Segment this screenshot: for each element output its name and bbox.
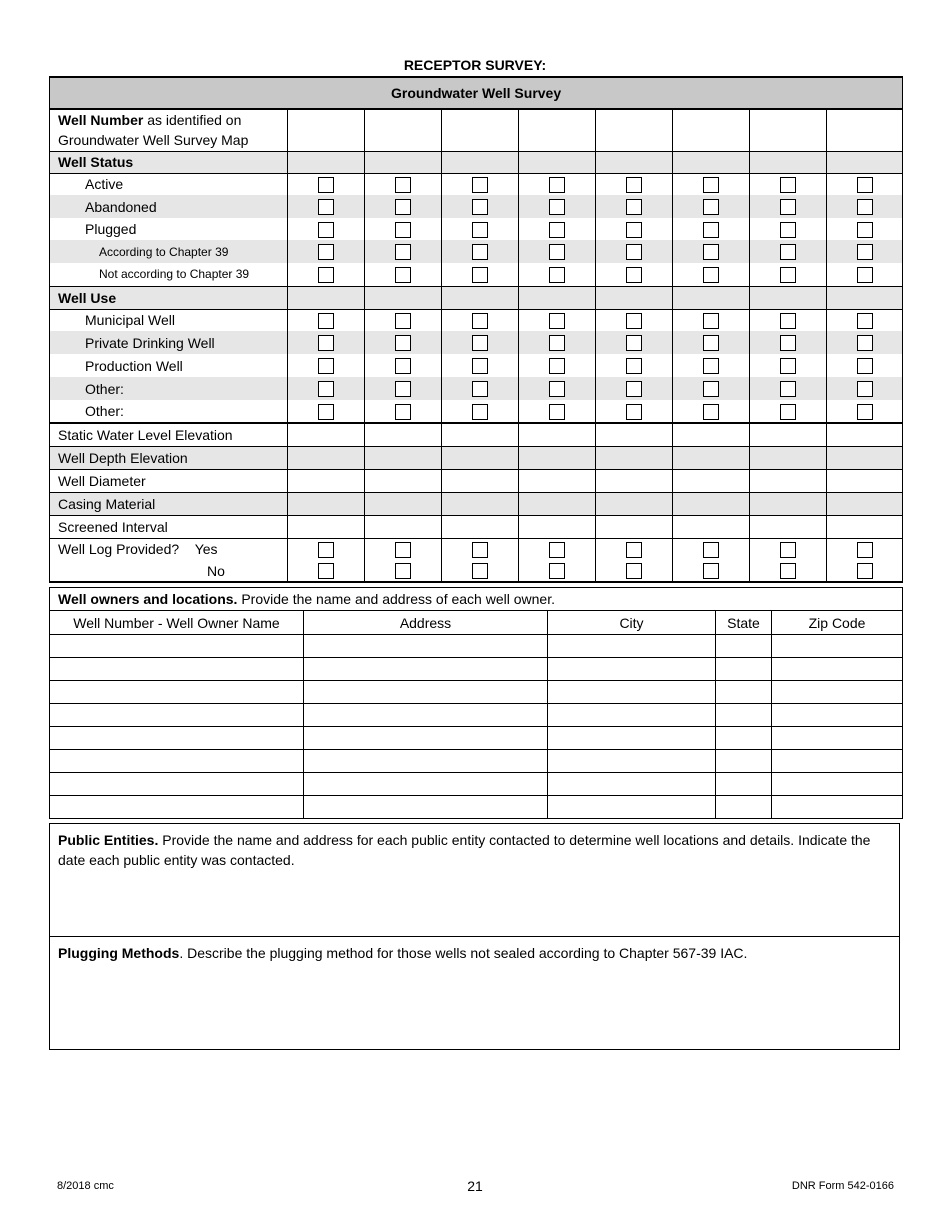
screened-interval-cell[interactable] (750, 515, 827, 538)
well-log-no-checkbox[interactable] (857, 563, 873, 579)
status-not-according-to-chapter-39-checkbox[interactable] (626, 267, 642, 283)
well-depth-elevation-cell[interactable] (442, 446, 519, 469)
well-log-label: Well Log Provided? Yes (50, 538, 288, 560)
status-not-according-to-chapter-39-checkbox[interactable] (472, 267, 488, 283)
static-water-level-cell[interactable] (827, 423, 903, 446)
status-active-checkbox[interactable] (857, 177, 873, 193)
use-other-2-checkbox[interactable] (549, 404, 565, 420)
owner-row (50, 796, 903, 819)
screened-interval-cell[interactable] (673, 515, 750, 538)
status-active-checkbox[interactable] (318, 177, 334, 193)
owner-cell[interactable] (772, 773, 903, 796)
status-not-according-to-chapter-39-checkbox[interactable] (780, 267, 796, 283)
status-according-to-chapter-39-label: According to Chapter 39 (50, 240, 288, 263)
owner-cell[interactable] (716, 727, 772, 750)
well-diameter-cell[interactable] (750, 469, 827, 492)
well-diameter-cell[interactable] (596, 469, 673, 492)
footer-date: 8/2018 cmc (57, 1180, 114, 1192)
owner-cell[interactable] (772, 727, 903, 750)
well-diameter-cell[interactable] (673, 469, 750, 492)
well-log-yes-checkbox[interactable] (703, 542, 719, 558)
well-log-yes-checkbox[interactable] (472, 542, 488, 558)
well-owners-heading: Well owners and locations. Provide the name and address of each well owner. (50, 588, 903, 611)
owner-cell[interactable] (304, 681, 548, 704)
status-plugged-checkbox[interactable] (472, 222, 488, 238)
well-number-label: Well Number as identified on Groundwater Well Survey Map (50, 109, 288, 151)
well-number-cell[interactable] (519, 109, 596, 151)
status-active-checkbox[interactable] (549, 177, 565, 193)
use-production-well-label: Production Well (50, 354, 288, 377)
status-abandoned-label: Abandoned (50, 195, 288, 218)
owner-cell[interactable] (50, 635, 304, 658)
owners-column-header: Address (304, 611, 548, 635)
owners-column-header: State (716, 611, 772, 635)
use-production-well-checkbox[interactable] (626, 358, 642, 374)
use-private-drinking-well-checkbox[interactable] (395, 335, 411, 351)
use-municipal-well-checkbox[interactable] (703, 313, 719, 329)
status-plugged-checkbox[interactable] (626, 222, 642, 238)
owner-cell[interactable] (548, 796, 716, 819)
owner-cell[interactable] (50, 658, 304, 681)
well-log-yes-checkbox[interactable] (395, 542, 411, 558)
well-depth-elevation-label: Well Depth Elevation (50, 446, 288, 469)
use-production-well-checkbox[interactable] (395, 358, 411, 374)
status-not-according-to-chapter-39-checkbox[interactable] (549, 267, 565, 283)
public-entities-section[interactable] (49, 823, 900, 937)
status-active-label: Active (50, 173, 288, 195)
use-private-drinking-well-checkbox[interactable] (626, 335, 642, 351)
use-private-drinking-well-label: Private Drinking Well (50, 331, 288, 354)
page-number: 21 (467, 1178, 483, 1194)
status-plugged-checkbox[interactable] (703, 222, 719, 238)
well-owners-table (49, 587, 903, 819)
use-production-well-checkbox[interactable] (780, 358, 796, 374)
well-log-yes-checkbox[interactable] (626, 542, 642, 558)
form-number: DNR Form 542-0166 (791, 1180, 894, 1192)
well-log-no-checkbox[interactable] (395, 563, 411, 579)
status-according-to-chapter-39-checkbox[interactable] (626, 244, 642, 260)
well-status-label: Well Status (50, 151, 288, 173)
owner-cell[interactable] (716, 796, 772, 819)
static-water-level-cell[interactable] (365, 423, 442, 446)
status-active-checkbox[interactable] (472, 177, 488, 193)
owner-cell[interactable] (50, 750, 304, 773)
groundwater-well-survey-table (49, 76, 903, 583)
owner-row (50, 658, 903, 681)
use-other-2-checkbox[interactable] (626, 404, 642, 420)
use-other-1-checkbox[interactable] (703, 381, 719, 397)
status-abandoned-checkbox[interactable] (472, 199, 488, 215)
owner-cell[interactable] (50, 727, 304, 750)
use-private-drinking-well-checkbox[interactable] (703, 335, 719, 351)
owner-cell[interactable] (548, 773, 716, 796)
use-municipal-well-checkbox[interactable] (626, 313, 642, 329)
status-not-according-to-chapter-39-checkbox[interactable] (703, 267, 719, 283)
well-log-no-checkbox[interactable] (626, 563, 642, 579)
status-according-to-chapter-39-checkbox[interactable] (703, 244, 719, 260)
owner-row (50, 704, 903, 727)
status-plugged-checkbox[interactable] (857, 222, 873, 238)
status-plugged-checkbox[interactable] (395, 222, 411, 238)
owner-cell[interactable] (716, 681, 772, 704)
casing-material-cell[interactable] (673, 492, 750, 515)
use-other-1-checkbox[interactable] (626, 381, 642, 397)
status-abandoned-checkbox[interactable] (549, 199, 565, 215)
owner-row (50, 773, 903, 796)
well-diameter-label: Well Diameter (50, 469, 288, 492)
screened-interval-cell[interactable] (519, 515, 596, 538)
use-other-2-checkbox[interactable] (395, 404, 411, 420)
status-abandoned-checkbox[interactable] (395, 199, 411, 215)
well-depth-elevation-cell[interactable] (365, 446, 442, 469)
owner-row (50, 727, 903, 750)
well-number-cell[interactable] (288, 109, 365, 151)
owner-cell[interactable] (548, 681, 716, 704)
use-other-2-label: Other: (50, 400, 288, 423)
owner-cell[interactable] (548, 658, 716, 681)
use-other-1-checkbox[interactable] (857, 381, 873, 397)
well-log-no-checkbox[interactable] (472, 563, 488, 579)
status-plugged-checkbox[interactable] (780, 222, 796, 238)
well-number-cell[interactable] (750, 109, 827, 151)
owner-cell[interactable] (548, 635, 716, 658)
well-log-no-label: No (50, 560, 288, 582)
owner-cell[interactable] (772, 750, 903, 773)
use-other-1-label: Other: (50, 377, 288, 400)
owner-cell[interactable] (772, 658, 903, 681)
owner-cell[interactable] (716, 773, 772, 796)
casing-material-cell[interactable] (288, 492, 365, 515)
owner-cell[interactable] (772, 681, 903, 704)
public-entities-instructions: Provide the name and address for each public entity contacted to determine well locations and details. Indicate the date each public entity was contacted. (58, 832, 871, 868)
screened-interval-cell[interactable] (827, 515, 903, 538)
owner-cell[interactable] (772, 704, 903, 727)
use-other-2-checkbox[interactable] (472, 404, 488, 420)
well-number-cell[interactable] (365, 109, 442, 151)
use-municipal-well-label: Municipal Well (50, 309, 288, 331)
well-log-yes-checkbox[interactable] (857, 542, 873, 558)
owner-cell[interactable] (548, 750, 716, 773)
casing-material-cell[interactable] (827, 492, 903, 515)
screened-interval-cell[interactable] (365, 515, 442, 538)
screened-interval-label: Screened Interval (50, 515, 288, 538)
use-private-drinking-well-checkbox[interactable] (857, 335, 873, 351)
owner-row (50, 681, 903, 704)
use-municipal-well-checkbox[interactable] (318, 313, 334, 329)
owner-cell[interactable] (716, 635, 772, 658)
screened-interval-cell[interactable] (442, 515, 519, 538)
status-abandoned-checkbox[interactable] (318, 199, 334, 215)
status-not-according-to-chapter-39-label: Not according to Chapter 39 (50, 263, 288, 286)
well-number-cell[interactable] (596, 109, 673, 151)
use-municipal-well-checkbox[interactable] (857, 313, 873, 329)
use-municipal-well-checkbox[interactable] (395, 313, 411, 329)
well-number-cell[interactable] (673, 109, 750, 151)
plugging-methods-title: Plugging Methods (58, 945, 180, 961)
well-depth-elevation-cell[interactable] (750, 446, 827, 469)
owner-cell[interactable] (50, 796, 304, 819)
well-use-label: Well Use (50, 286, 288, 309)
static-water-level-cell[interactable] (442, 423, 519, 446)
well-log-no-checkbox[interactable] (780, 563, 796, 579)
status-abandoned-checkbox[interactable] (780, 199, 796, 215)
well-number-cell[interactable] (827, 109, 903, 151)
plugging-methods-section[interactable] (49, 936, 900, 1050)
well-depth-elevation-cell[interactable] (288, 446, 365, 469)
well-diameter-cell[interactable] (365, 469, 442, 492)
owner-cell[interactable] (304, 658, 548, 681)
casing-material-cell[interactable] (519, 492, 596, 515)
status-active-checkbox[interactable] (703, 177, 719, 193)
static-water-level-cell[interactable] (673, 423, 750, 446)
owner-cell[interactable] (50, 681, 304, 704)
owner-cell[interactable] (304, 635, 548, 658)
well-number-cell[interactable] (442, 109, 519, 151)
casing-material-cell[interactable] (596, 492, 673, 515)
use-private-drinking-well-checkbox[interactable] (472, 335, 488, 351)
status-active-checkbox[interactable] (780, 177, 796, 193)
status-according-to-chapter-39-checkbox[interactable] (857, 244, 873, 260)
well-depth-elevation-cell[interactable] (673, 446, 750, 469)
owner-cell[interactable] (772, 635, 903, 658)
status-plugged-label: Plugged (50, 218, 288, 240)
owner-cell[interactable] (772, 796, 903, 819)
status-abandoned-checkbox[interactable] (857, 199, 873, 215)
owner-cell[interactable] (304, 796, 548, 819)
well-depth-elevation-cell[interactable] (827, 446, 903, 469)
owner-cell[interactable] (716, 658, 772, 681)
use-other-2-checkbox[interactable] (857, 404, 873, 420)
owners-column-header: Zip Code (772, 611, 903, 635)
plugging-methods-instructions: . Describe the plugging method for those wells not sealed according to Chapter 567-39 IAC. (179, 945, 748, 961)
use-production-well-checkbox[interactable] (703, 358, 719, 374)
use-other-1-checkbox[interactable] (395, 381, 411, 397)
status-plugged-checkbox[interactable] (318, 222, 334, 238)
status-abandoned-checkbox[interactable] (626, 199, 642, 215)
status-not-according-to-chapter-39-checkbox[interactable] (318, 267, 334, 283)
well-diameter-cell[interactable] (442, 469, 519, 492)
use-other-2-checkbox[interactable] (780, 404, 796, 420)
status-according-to-chapter-39-checkbox[interactable] (549, 244, 565, 260)
owners-column-header: City (548, 611, 716, 635)
status-according-to-chapter-39-checkbox[interactable] (472, 244, 488, 260)
use-municipal-well-checkbox[interactable] (780, 313, 796, 329)
casing-material-cell[interactable] (750, 492, 827, 515)
public-entities-title: Public Entities. (58, 832, 159, 848)
well-log-no-checkbox[interactable] (549, 563, 565, 579)
use-production-well-checkbox[interactable] (472, 358, 488, 374)
owner-cell[interactable] (304, 773, 548, 796)
well-log-yes-checkbox[interactable] (549, 542, 565, 558)
static-water-level-cell[interactable] (519, 423, 596, 446)
casing-material-cell[interactable] (442, 492, 519, 515)
screened-interval-cell[interactable] (288, 515, 365, 538)
owner-cell[interactable] (716, 704, 772, 727)
well-log-yes-checkbox[interactable] (318, 542, 334, 558)
page-title: RECEPTOR SURVEY: (403, 57, 547, 73)
well-diameter-cell[interactable] (519, 469, 596, 492)
well-log-no-checkbox[interactable] (318, 563, 334, 579)
status-not-according-to-chapter-39-checkbox[interactable] (395, 267, 411, 283)
use-production-well-checkbox[interactable] (857, 358, 873, 374)
owner-cell[interactable] (548, 727, 716, 750)
use-private-drinking-well-checkbox[interactable] (549, 335, 565, 351)
owner-cell[interactable] (304, 750, 548, 773)
static-water-level-label: Static Water Level Elevation (50, 423, 288, 446)
static-water-level-cell[interactable] (288, 423, 365, 446)
use-municipal-well-checkbox[interactable] (472, 313, 488, 329)
well-depth-elevation-cell[interactable] (519, 446, 596, 469)
status-abandoned-checkbox[interactable] (703, 199, 719, 215)
screened-interval-cell[interactable] (596, 515, 673, 538)
use-other-2-checkbox[interactable] (703, 404, 719, 420)
owner-row (50, 750, 903, 773)
status-active-checkbox[interactable] (395, 177, 411, 193)
well-log-no-checkbox[interactable] (703, 563, 719, 579)
status-according-to-chapter-39-checkbox[interactable] (395, 244, 411, 260)
status-not-according-to-chapter-39-checkbox[interactable] (857, 267, 873, 283)
survey-header: Groundwater Well Survey (50, 77, 903, 109)
casing-material-cell[interactable] (365, 492, 442, 515)
well-log-yes-checkbox[interactable] (780, 542, 796, 558)
casing-material-label: Casing Material (50, 492, 288, 515)
owner-cell[interactable] (50, 773, 304, 796)
use-private-drinking-well-checkbox[interactable] (780, 335, 796, 351)
static-water-level-cell[interactable] (596, 423, 673, 446)
status-according-to-chapter-39-checkbox[interactable] (318, 244, 334, 260)
well-depth-elevation-cell[interactable] (596, 446, 673, 469)
use-other-1-checkbox[interactable] (549, 381, 565, 397)
use-production-well-checkbox[interactable] (549, 358, 565, 374)
owner-cell[interactable] (50, 704, 304, 727)
use-other-2-checkbox[interactable] (318, 404, 334, 420)
use-other-1-checkbox[interactable] (472, 381, 488, 397)
status-active-checkbox[interactable] (626, 177, 642, 193)
status-plugged-checkbox[interactable] (549, 222, 565, 238)
status-according-to-chapter-39-checkbox[interactable] (780, 244, 796, 260)
use-private-drinking-well-checkbox[interactable] (318, 335, 334, 351)
owner-cell[interactable] (304, 727, 548, 750)
owner-cell[interactable] (548, 704, 716, 727)
static-water-level-cell[interactable] (750, 423, 827, 446)
use-other-1-checkbox[interactable] (780, 381, 796, 397)
use-municipal-well-checkbox[interactable] (549, 313, 565, 329)
owners-column-header: Well Number - Well Owner Name (50, 611, 304, 635)
owner-cell[interactable] (716, 750, 772, 773)
well-diameter-cell[interactable] (827, 469, 903, 492)
owner-row (50, 635, 903, 658)
owner-cell[interactable] (304, 704, 548, 727)
use-production-well-checkbox[interactable] (318, 358, 334, 374)
use-other-1-checkbox[interactable] (318, 381, 334, 397)
well-diameter-cell[interactable] (288, 469, 365, 492)
